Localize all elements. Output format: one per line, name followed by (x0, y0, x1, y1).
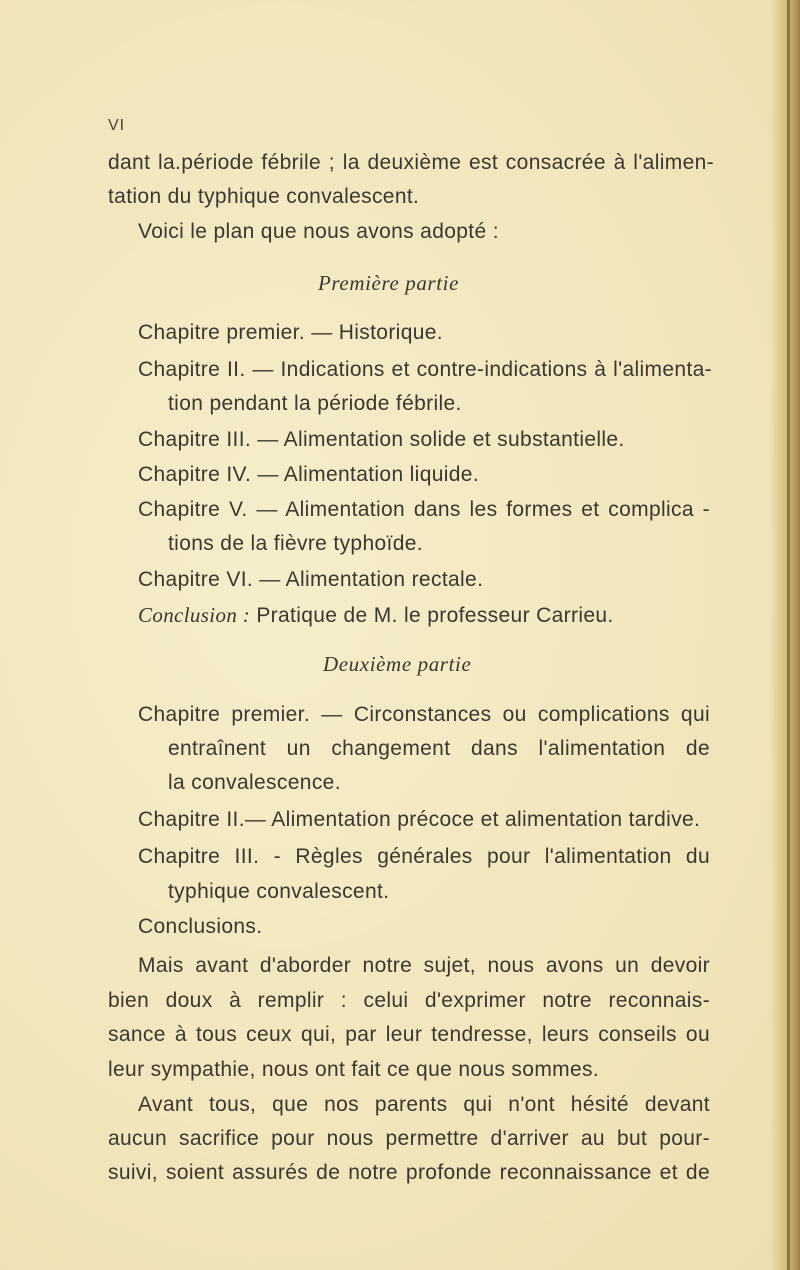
part1-chapter-3: Chapitre III. — Alimentation solide et substantielle. (138, 428, 625, 451)
conclusion-text: Pratique de M. le professeur Carrieu. (256, 604, 614, 627)
closing-line-3: sance à tous ceux qui, par leur tendresse, leurs conseils ou (108, 1023, 710, 1046)
part2-chapter-2: Chapitre II.— Alimentation précoce et alimentation tardive. (138, 808, 701, 831)
closing-line-1: Mais avant d'aborder notre sujet, nous avons un devoir (138, 954, 710, 977)
part1-chapter-1: Chapitre premier. — Historique. (138, 321, 443, 344)
page-number: VI (108, 117, 126, 134)
conclusion-label: Conclusion : (138, 603, 251, 627)
part2-chapter-1-line-3: la convalescence. (168, 771, 341, 794)
part1-chapter-5-line-2: tions de la fièvre typhoïde. (168, 532, 423, 555)
part2-chapter-3-line-2: typhique convalescent. (168, 880, 390, 903)
page-edge-line (787, 0, 790, 1270)
part1-chapter-4: Chapitre IV. — Alimentation liquide. (138, 463, 480, 486)
part1-chapter-2-line-1: Chapitre II. — Indications et contre-indications à l'alimenta- (138, 358, 712, 381)
part1-chapter-2-line-2: tion pendant la période fébrile. (168, 392, 462, 415)
part-two-heading: Deuxième partie (323, 652, 472, 676)
closing-line-7: suivi, soient assurés de notre profonde reconnaissance et de (108, 1161, 710, 1184)
page-edge-shadow (770, 0, 800, 1270)
closing-line-6: aucun sacrifice pour nous permettre d'arriver au but pour- (108, 1127, 710, 1150)
intro-line-3: Voici le plan que nous avons adopté : (138, 220, 499, 243)
intro-line-1: dant la.période fébrile ; la deuxième est consacrée à l'alimen- (108, 151, 714, 174)
part1-conclusion (138, 602, 614, 629)
part2-chapter-1-line-2: entraînent un changement dans l'alimentation de (168, 737, 710, 760)
closing-line-5: Avant tous, que nos parents qui n'ont hésité devant (138, 1093, 710, 1116)
part1-chapter-5-line-1: Chapitre V. — Alimentation dans les formes et complica - (138, 498, 710, 521)
intro-line-2: tation du typhique convalescent. (108, 185, 420, 208)
part2-conclusions: Conclusions. (138, 915, 263, 938)
part2-chapter-1-line-1: Chapitre premier. — Circonstances ou complications qui (138, 703, 710, 726)
part2-chapter-3-line-1: Chapitre III. - Règles générales pour l'alimentation du (138, 845, 710, 868)
closing-line-4: leur sympathie, nous ont fait ce que nous sommes. (108, 1058, 600, 1081)
part-one-heading: Première partie (318, 271, 459, 295)
closing-line-2: bien doux à remplir : celui d'exprimer notre reconnais- (108, 989, 710, 1012)
part1-chapter-6: Chapitre VI. — Alimentation rectale. (138, 568, 484, 591)
